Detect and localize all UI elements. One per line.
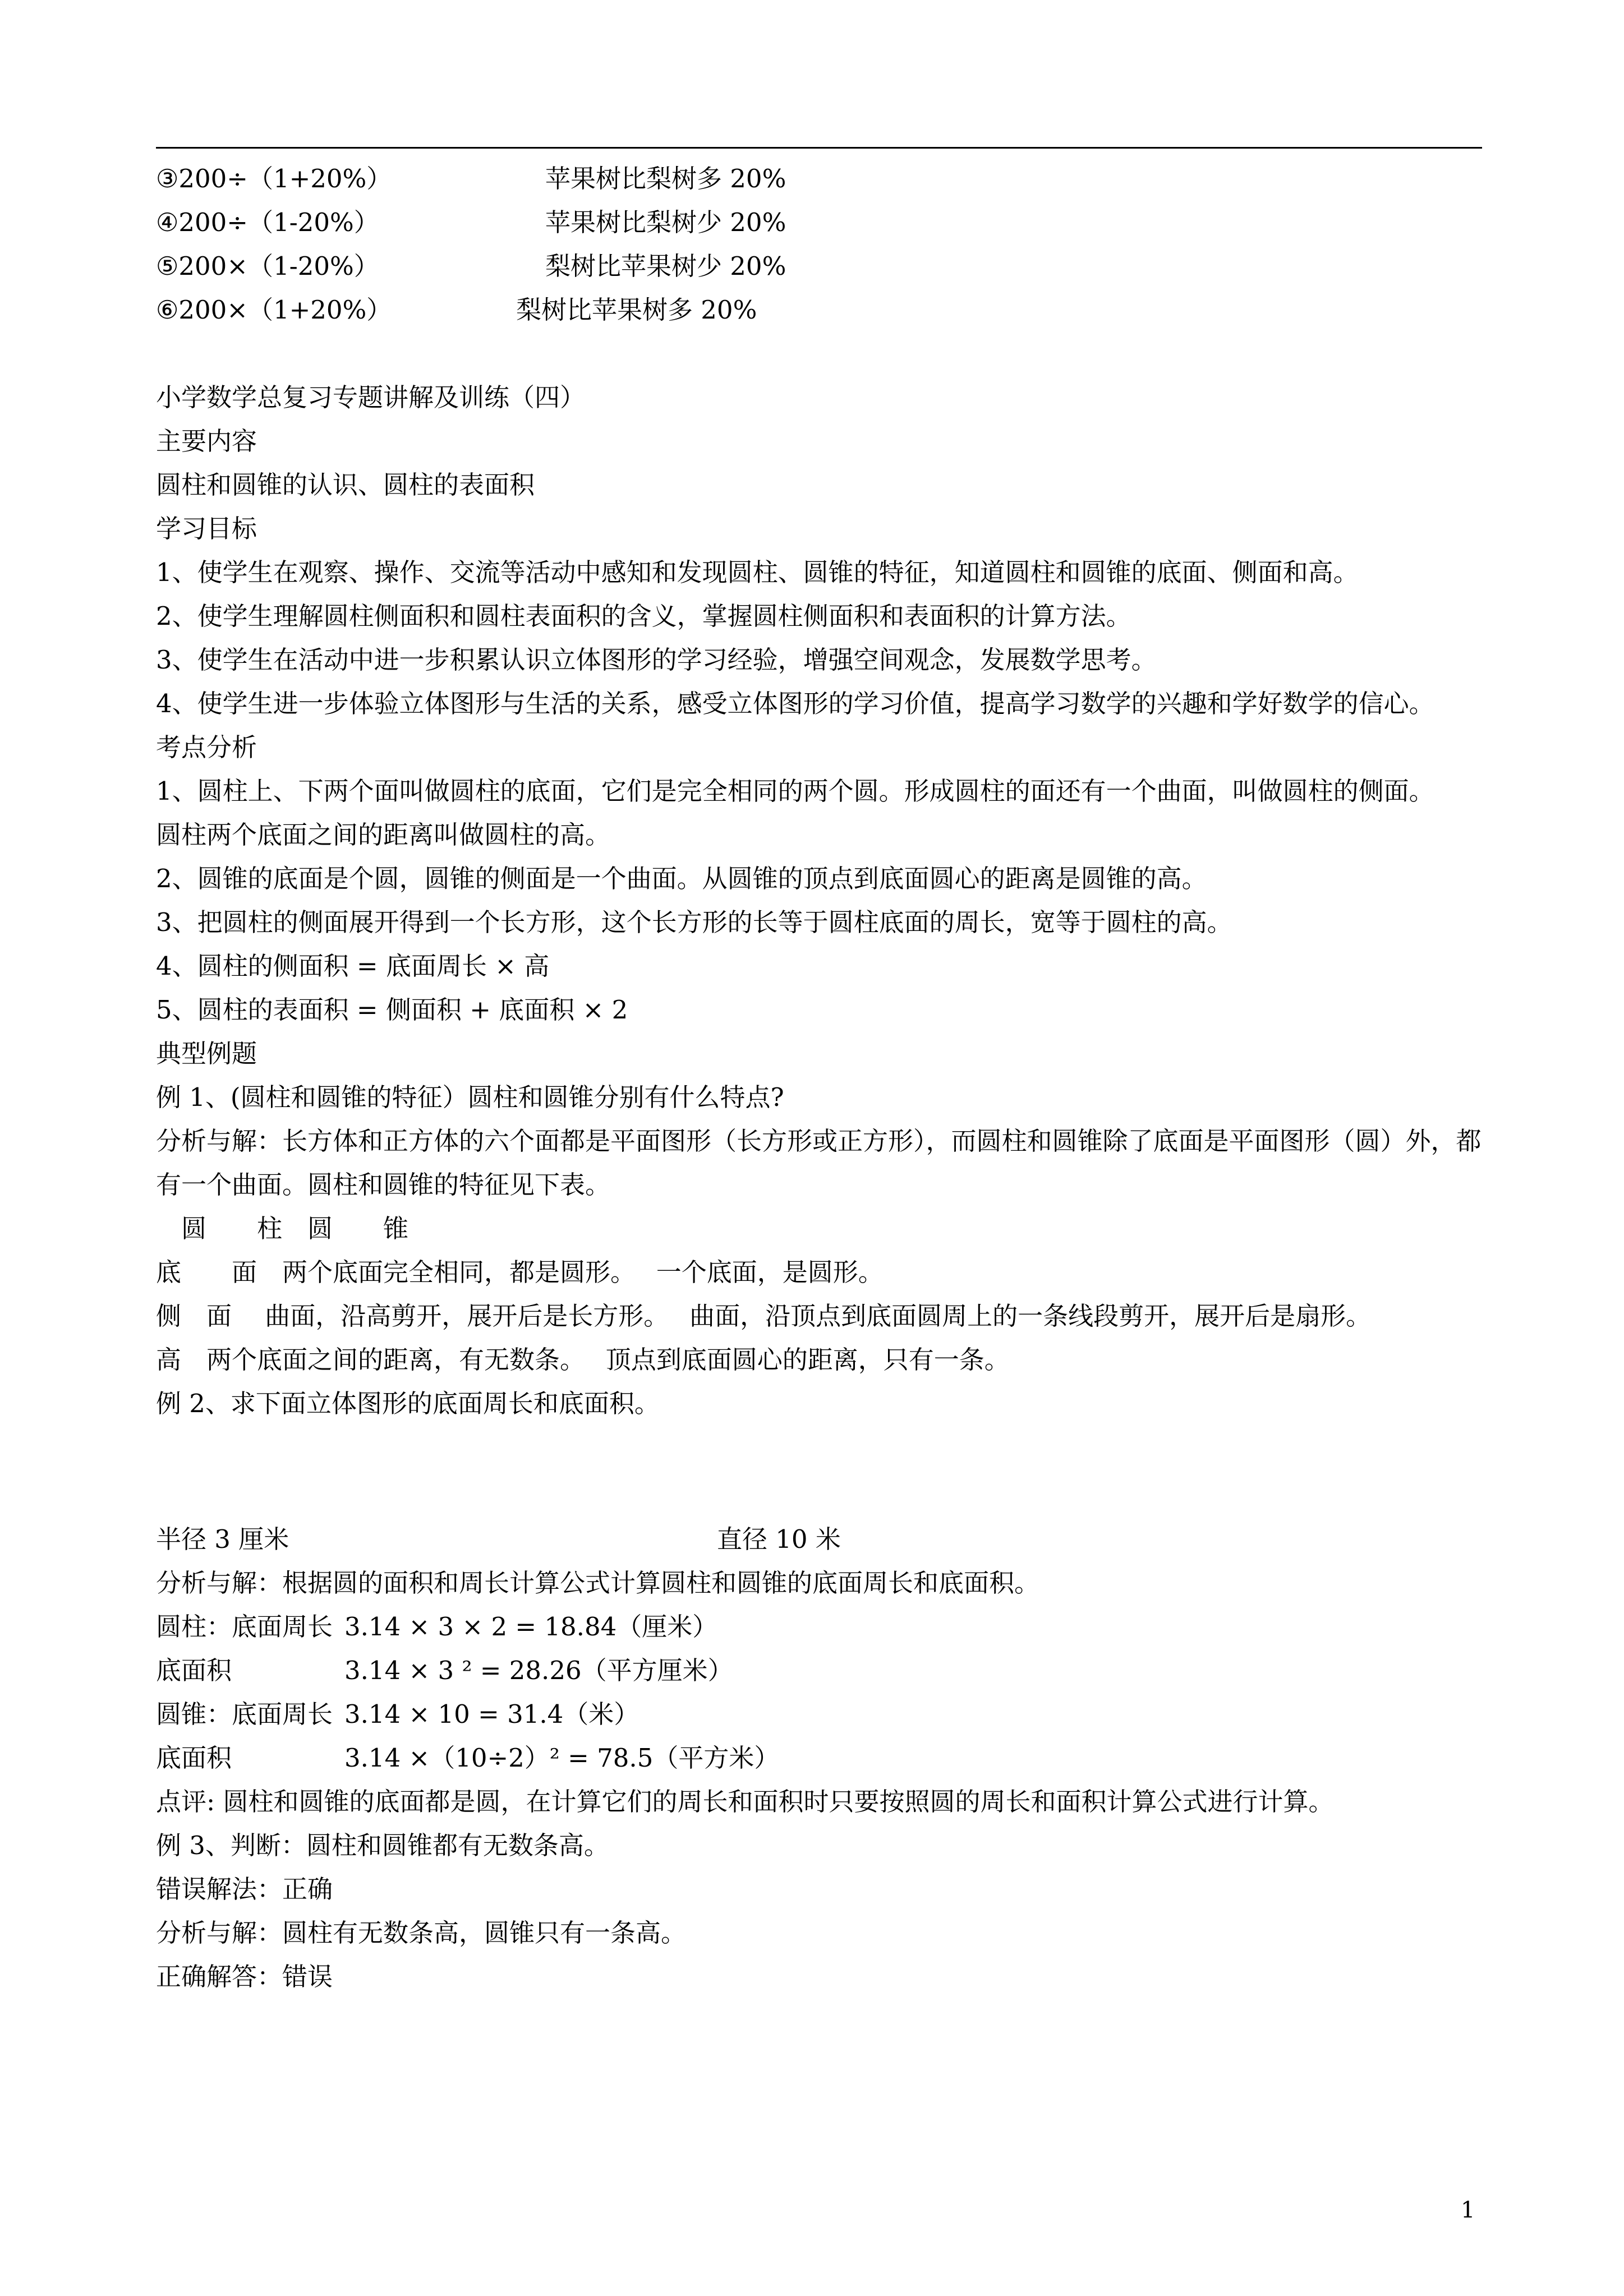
feature-table-header: 圆 柱 圆 锥 [156, 1214, 409, 1243]
calc-line [156, 1693, 1485, 1736]
calc-label: 底面积 [156, 1656, 232, 1685]
analysis-item: 3、把圆柱的侧面展开得到一个长方形，这个长方形的长等于圆柱底面的周长，宽等于圆柱的高。 [156, 907, 1232, 937]
formula-line [156, 201, 1485, 245]
analysis-item: 2、圆锥的底面是个圆，圆锥的侧面是一个曲面。从圆锥的顶点到底面圆心的距离是圆锥的高。 [156, 864, 1207, 893]
cone-label: 直径 10 米 [717, 1524, 841, 1554]
analysis-item: 4、圆柱的侧面积 = 底面周长 × 高 [156, 951, 550, 981]
analysis-item: 1、圆柱上、下两个面叫做圆柱的底面，它们是完全相同的两个圆。形成圆柱的面还有一个曲面，叫做圆柱的侧面。 [156, 776, 1434, 806]
calc-line [156, 1649, 1485, 1693]
calc-line [156, 1736, 1485, 1780]
goal-item: 4、使学生进一步体验立体图形与生活的关系，感受立体图形的学习价值，提高学习数学的兴趣和学好数学的信心。 [156, 689, 1434, 718]
formula: ⑥200×（1+20%） [156, 295, 392, 325]
calc-label: 圆锥：底面周长 [156, 1699, 333, 1729]
feature-table-row: 高 两个底面之间的距离，有无数条。 顶点到底面圆心的距离，只有一条。 [156, 1345, 1010, 1375]
formula-line [156, 157, 1485, 201]
formula-note: 梨树比苹果树少 20% [545, 251, 786, 281]
analysis-item: 圆柱两个底面之间的距离叫做圆柱的高。 [156, 820, 611, 850]
comment: 点评: 圆柱和圆锥的底面都是圆，在计算它们的周长和面积时只要按照圆的周长和面积计算公式进行计算。 [156, 1787, 1334, 1816]
formula-line [156, 245, 1485, 288]
document-title: 小学数学总复习专题讲解及训练（四） [156, 382, 586, 412]
section-heading: 典型例题 [156, 1039, 257, 1068]
section-heading: 主要内容 [156, 426, 257, 456]
header-rule [156, 147, 1482, 149]
feature-table-row: 侧 面 曲面，沿高剪开，展开后是长方形。 曲面，沿顶点到底面圆周上的一条线段剪开，展开后是扇形。 [156, 1301, 1372, 1331]
figure-space [156, 1426, 1485, 1518]
page-number: 1 [1461, 2197, 1475, 2223]
example-question: 例 2、求下面立体图形的底面周长和底面积。 [156, 1389, 660, 1418]
goal-item: 1、使学生在观察、操作、交流等活动中感知和发现圆柱、圆锥的特征，知道圆柱和圆锥的底面、侧面和高。 [156, 557, 1359, 587]
calc-line [156, 1605, 1485, 1649]
calc-label: 底面积 [156, 1743, 232, 1773]
calc-expr: 3.14 × 10 = 31.4（米） [344, 1699, 640, 1729]
formula-note: 苹果树比梨树少 20% [545, 208, 786, 237]
goal-item: 2、使学生理解圆柱侧面积和圆柱表面积的含义，掌握圆柱侧面积和表面积的计算方法。 [156, 601, 1131, 631]
example-answer: 分析与解：根据圆的面积和周长计算公式计算圆柱和圆锥的底面周长和底面积。 [156, 1568, 1040, 1598]
calc-expr: 3.14 ×（10÷2）² = 78.5（平方米） [344, 1743, 780, 1773]
example-answer: 分析与解：圆柱有无数条高，圆锥只有一条高。 [156, 1918, 687, 1948]
document-body [156, 157, 1485, 1999]
calc-expr: 3.14 × 3 ² = 28.26（平方厘米） [344, 1656, 733, 1685]
formula: ③200÷（1+20%） [156, 164, 392, 193]
example-question: 例 1、(圆柱和圆锥的特征）圆柱和圆锥分别有什么特点? [156, 1082, 784, 1112]
main-content: 圆柱和圆锥的认识、圆柱的表面积 [156, 470, 535, 500]
goal-item: 3、使学生在活动中进一步积累认识立体图形的学习经验，增强空间观念，发展数学思考。 [156, 645, 1157, 675]
formula: ④200÷（1-20%） [156, 208, 379, 237]
analysis-item: 5、圆柱的表面积 = 侧面积 + 底面积 × 2 [156, 995, 628, 1025]
feature-table-row: 底 面 两个底面完全相同，都是圆形。 一个底面，是圆形。 [156, 1257, 884, 1287]
formula: ⑤200×（1-20%） [156, 251, 379, 281]
cylinder-label: 半径 3 厘米 [156, 1524, 289, 1554]
wrong-solution: 错误解法：正确 [156, 1874, 333, 1904]
correct-solution: 正确解答：错误 [156, 1962, 333, 1991]
section-heading: 学习目标 [156, 514, 257, 543]
calc-label: 圆柱：底面周长 [156, 1612, 333, 1642]
example-question: 例 3、判断：圆柱和圆锥都有无数条高。 [156, 1831, 609, 1860]
formula-note: 梨树比苹果树多 20% [516, 295, 757, 325]
formula-line [156, 288, 1485, 332]
figure-labels [156, 1518, 1485, 1561]
example-answer: 分析与解：长方体和正方体的六个面都是平面图形（长方形或正方形），而圆柱和圆锥除了底面是平面图形（圆）外，都有一个曲面。圆柱和圆锥的特征见下表。 [156, 1126, 1482, 1200]
section-heading: 考点分析 [156, 732, 257, 762]
spacer [156, 332, 1485, 376]
formula-note: 苹果树比梨树多 20% [545, 164, 786, 193]
calc-expr: 3.14 × 3 × 2 = 18.84（厘米） [344, 1612, 718, 1642]
